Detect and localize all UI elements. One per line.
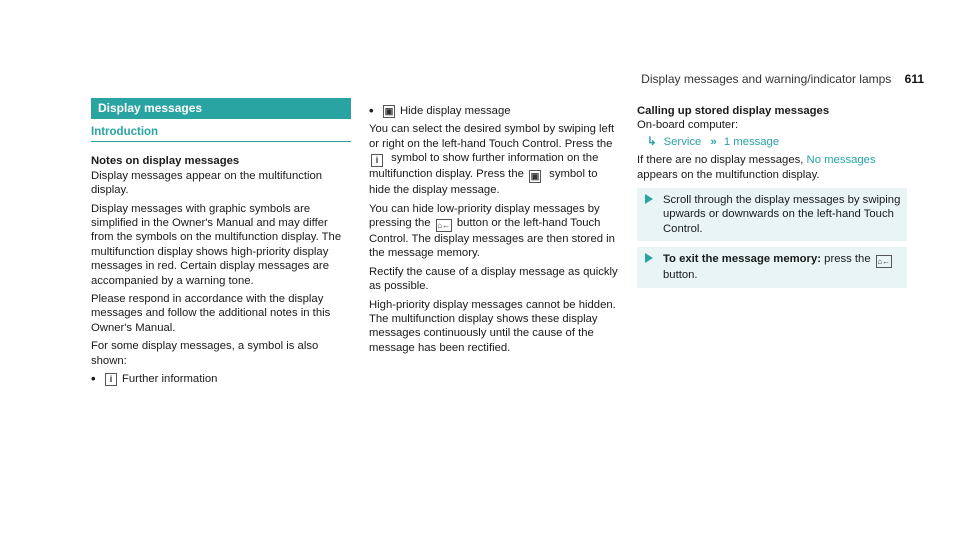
page-number: 611 bbox=[904, 72, 924, 86]
stored-messages-heading: Calling up stored display messages bbox=[637, 105, 830, 117]
text: If there are no display messages, bbox=[637, 154, 804, 167]
no-messages-label: No messages bbox=[806, 154, 876, 167]
bullet-dot: • bbox=[91, 371, 96, 387]
text: symbol to hide the display message. bbox=[369, 168, 598, 197]
text: symbol to show further information on the multifunction display. Press the bbox=[369, 152, 599, 181]
arrow-return-icon: ↳ bbox=[647, 135, 657, 148]
text: You can hide low-priority display messages by pressing the bbox=[369, 202, 600, 230]
bullet-label: Further information bbox=[122, 373, 218, 386]
play-arrow-icon bbox=[645, 253, 653, 263]
paragraph: High-priority display messages cannot be hidden. The multifunction display shows these display messages continuously until the cause of the message has been rectified. bbox=[369, 298, 616, 354]
paragraph bbox=[369, 202, 621, 261]
hide-message-icon: ▣ bbox=[530, 171, 540, 182]
paragraph: Rectify the cause of a display message as quickly as possible. bbox=[369, 265, 618, 293]
column-3 bbox=[637, 98, 907, 288]
text: You can select the desired symbol by swiping left or right on the left-hand Touch Control. Press the bbox=[369, 123, 615, 150]
paragraph bbox=[369, 122, 621, 197]
step-text: Scroll through the display messages by swiping upwards or downwards on the left-hand Touch Control. bbox=[663, 194, 901, 235]
step-scroll bbox=[637, 188, 907, 241]
bullet-label: Hide display message bbox=[400, 105, 511, 117]
bullet-further-info bbox=[91, 372, 351, 386]
step-text: button. bbox=[663, 269, 698, 282]
menu-message: 1 message bbox=[723, 135, 780, 148]
text: appears on the multifunction display. bbox=[637, 168, 820, 181]
menu-path bbox=[647, 135, 907, 149]
notes-heading: Notes on display messages bbox=[91, 155, 240, 168]
intro-heading: Introduction bbox=[91, 125, 351, 142]
paragraph: Please respond in accordance with the display messages and follow the additional notes in this Owner's Manual. bbox=[91, 293, 331, 334]
home-back-icon: ⌂← bbox=[877, 257, 891, 267]
hide-message-icon: ▣ bbox=[384, 105, 394, 116]
bullet-dot: • bbox=[369, 103, 374, 118]
column-1 bbox=[91, 98, 351, 387]
home-back-icon: ⌂← bbox=[437, 221, 451, 231]
bullet-hide-message bbox=[369, 104, 621, 118]
paragraph: Display messages with graphic symbols are simplified in the Owner's Manual and may differ from the symbols on the multifunction display. The multifunction display shows high-priority display messages in red. Certain display messages are accompanied by a warning tone. bbox=[91, 202, 342, 287]
step-bold: To exit the message memory: bbox=[663, 253, 822, 266]
play-arrow-icon bbox=[645, 194, 653, 204]
text: button or the left-hand Touch Control. The display messages are then stored in the message memory. bbox=[369, 217, 615, 260]
section-title: Display messages bbox=[91, 98, 351, 119]
column-2 bbox=[369, 98, 621, 359]
menu-service: Service bbox=[663, 135, 702, 148]
paragraph bbox=[637, 153, 907, 182]
header-title: Display messages and warning/indicator lamps bbox=[641, 72, 892, 86]
double-chevron-icon: » bbox=[710, 135, 717, 148]
page-header bbox=[614, 72, 924, 86]
paragraph: For some display messages, a symbol is also shown: bbox=[91, 340, 319, 367]
step-text: press the bbox=[824, 253, 871, 266]
onboard-label: On-board computer: bbox=[637, 119, 739, 132]
info-icon: i bbox=[105, 373, 117, 386]
step-exit bbox=[637, 247, 907, 287]
paragraph: Display messages appear on the multifunction display. bbox=[91, 169, 323, 197]
info-icon: i bbox=[371, 154, 383, 167]
